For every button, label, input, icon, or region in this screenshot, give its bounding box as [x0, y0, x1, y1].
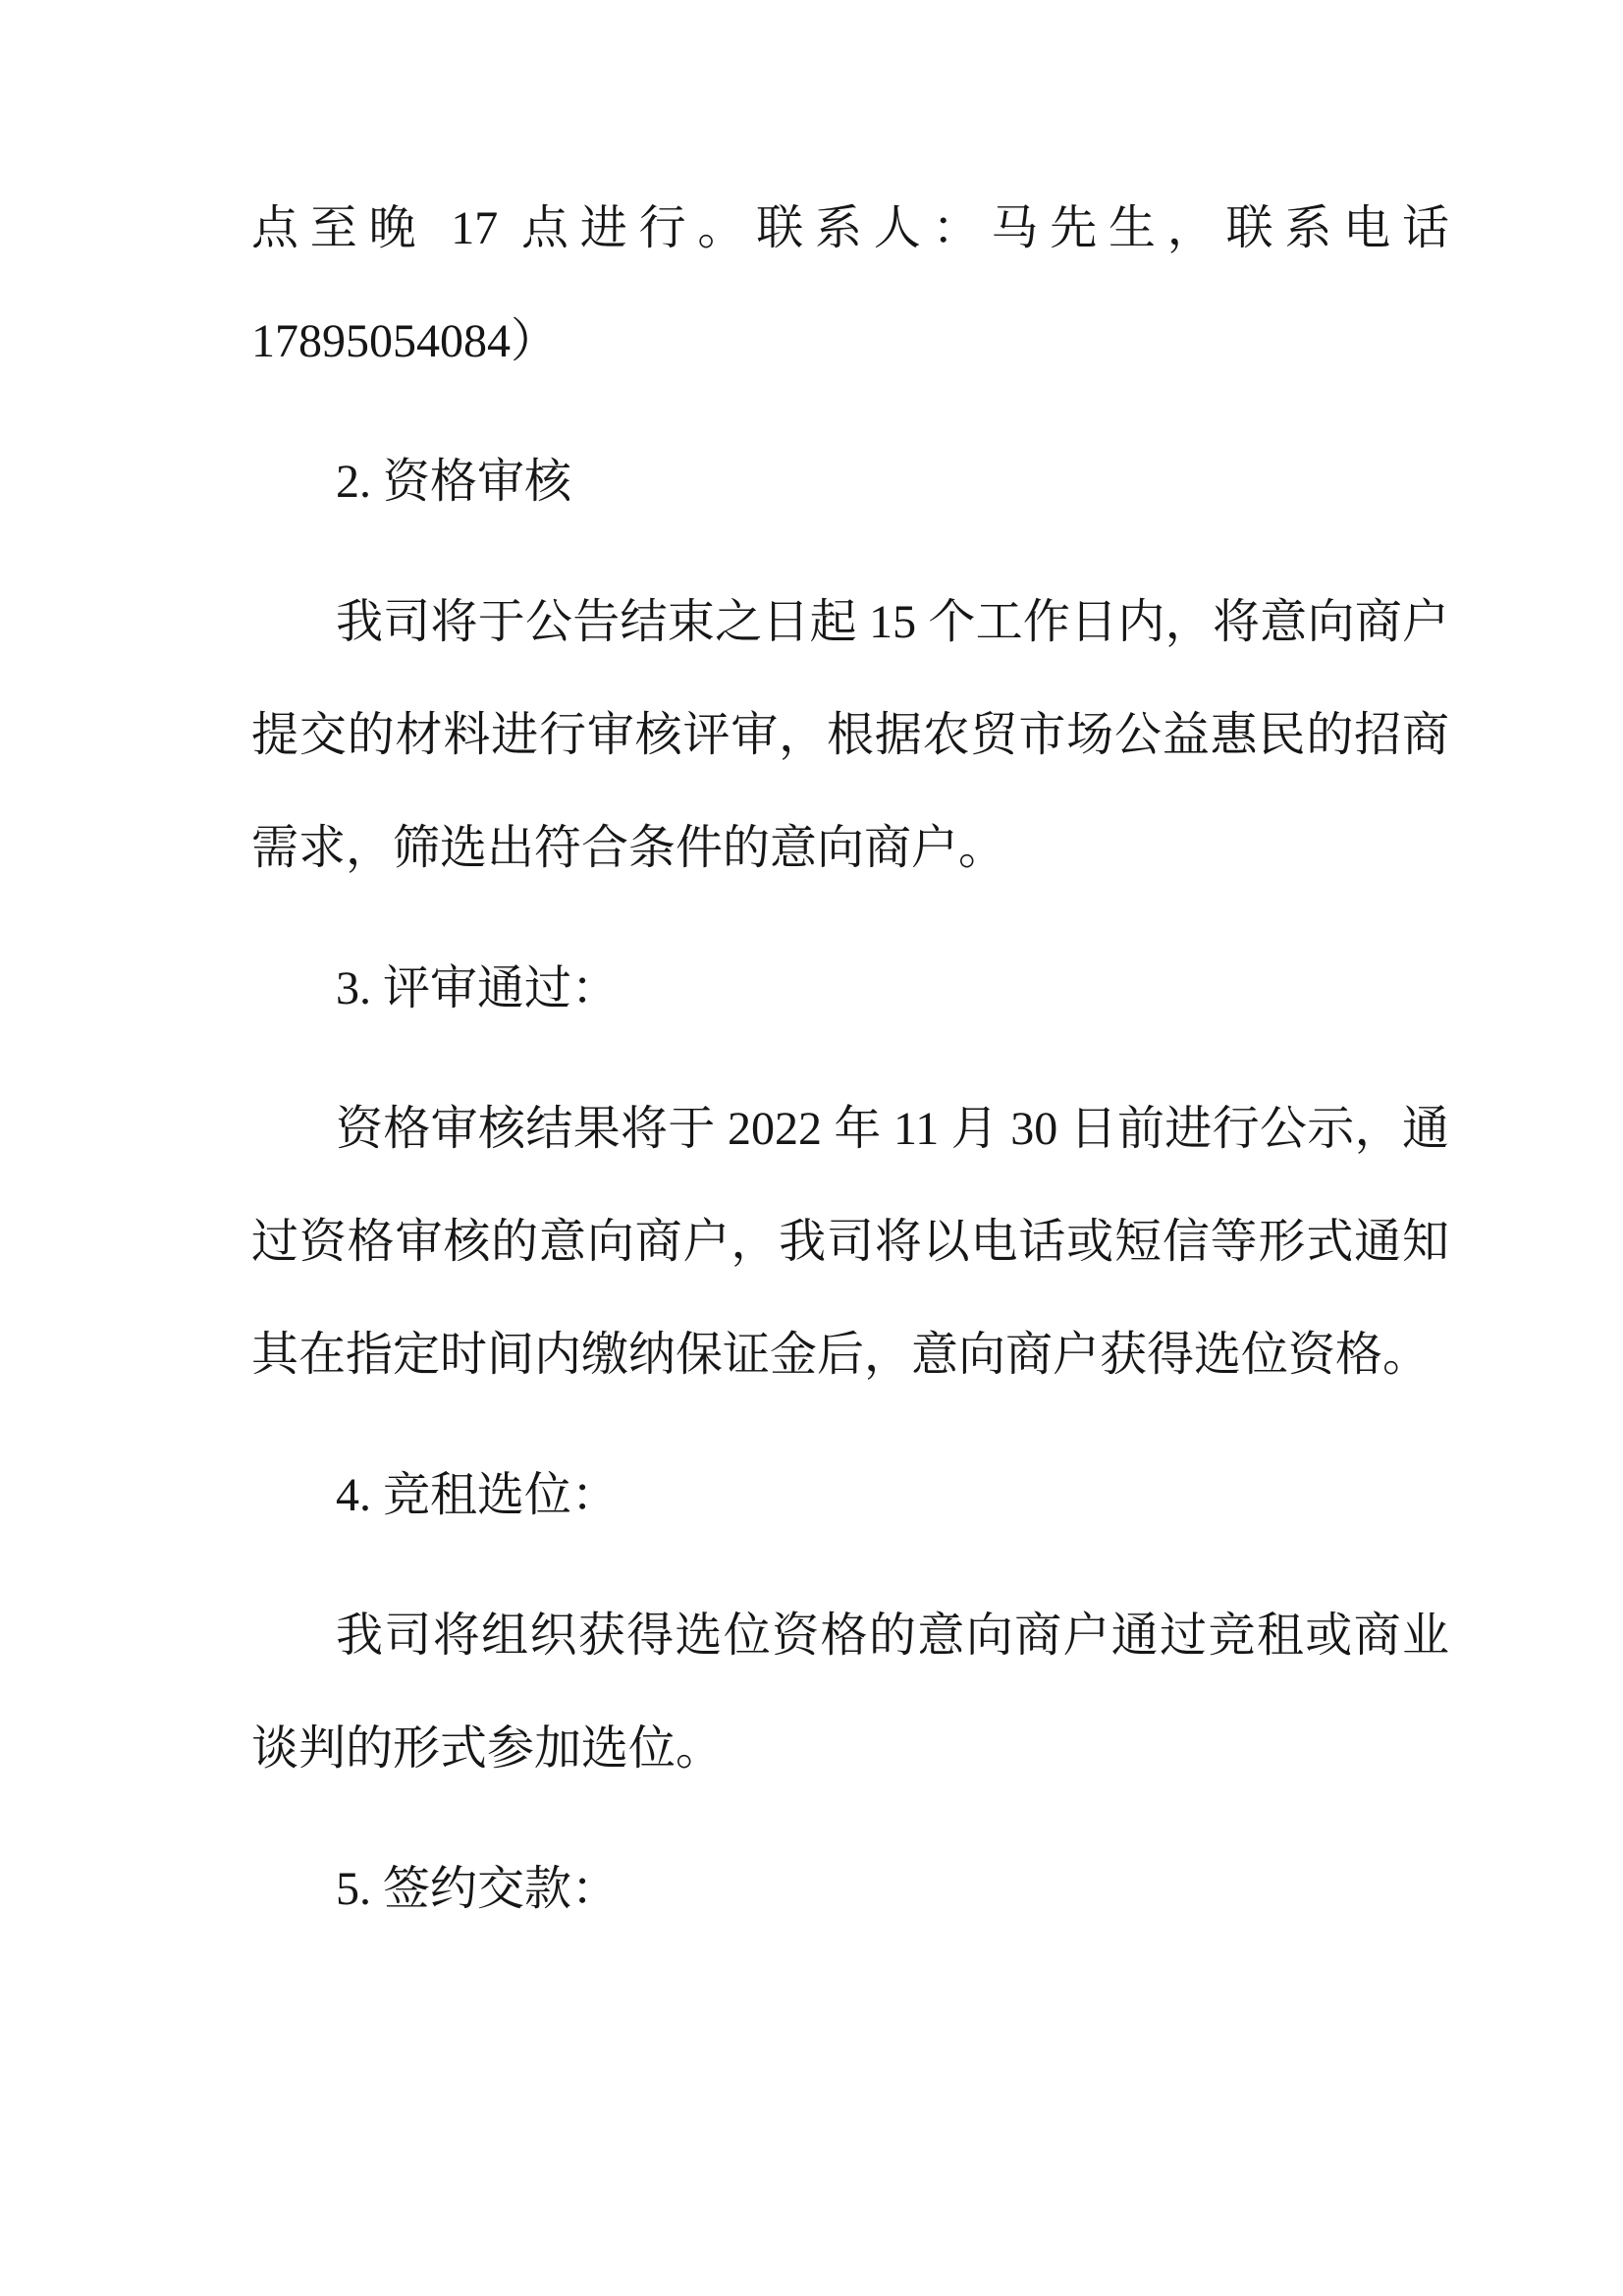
paragraph-qualification-review-body: 我司将于公告结束之日起 15 个工作日内，将意向商户提交的材料进行审核评审，根据农贸市场公益惠民的招商需求，筛选出符合条件的意向商户。 — [251, 596, 1449, 874]
heading-bidding-selection: 4. 竞租选位： — [336, 1469, 620, 1521]
paragraph-review-pass-body: 资格审核结果将于 2022 年 11 月 30 日前进行公示，通过资格审核的意向商户，我司将以电话或短信等形式通知其在指定时间内缴纳保证金后，意向商户获得选位资格。 — [251, 1103, 1449, 1381]
heading-review-pass: 3. 评审通过： — [336, 962, 620, 1014]
heading-qualification-review: 2. 资格审核 — [336, 456, 572, 508]
heading-signing-payment: 5. 签约交款： — [336, 1863, 620, 1915]
paragraph-bidding-selection-body: 我司将组织获得选位资格的意向商户通过竞租或商业谈判的形式参加选位。 — [251, 1610, 1449, 1775]
paragraph-contact-continuation: 点至晚 17 点进行。联系人：马先生，联系电话 17895054084） — [251, 202, 1449, 367]
